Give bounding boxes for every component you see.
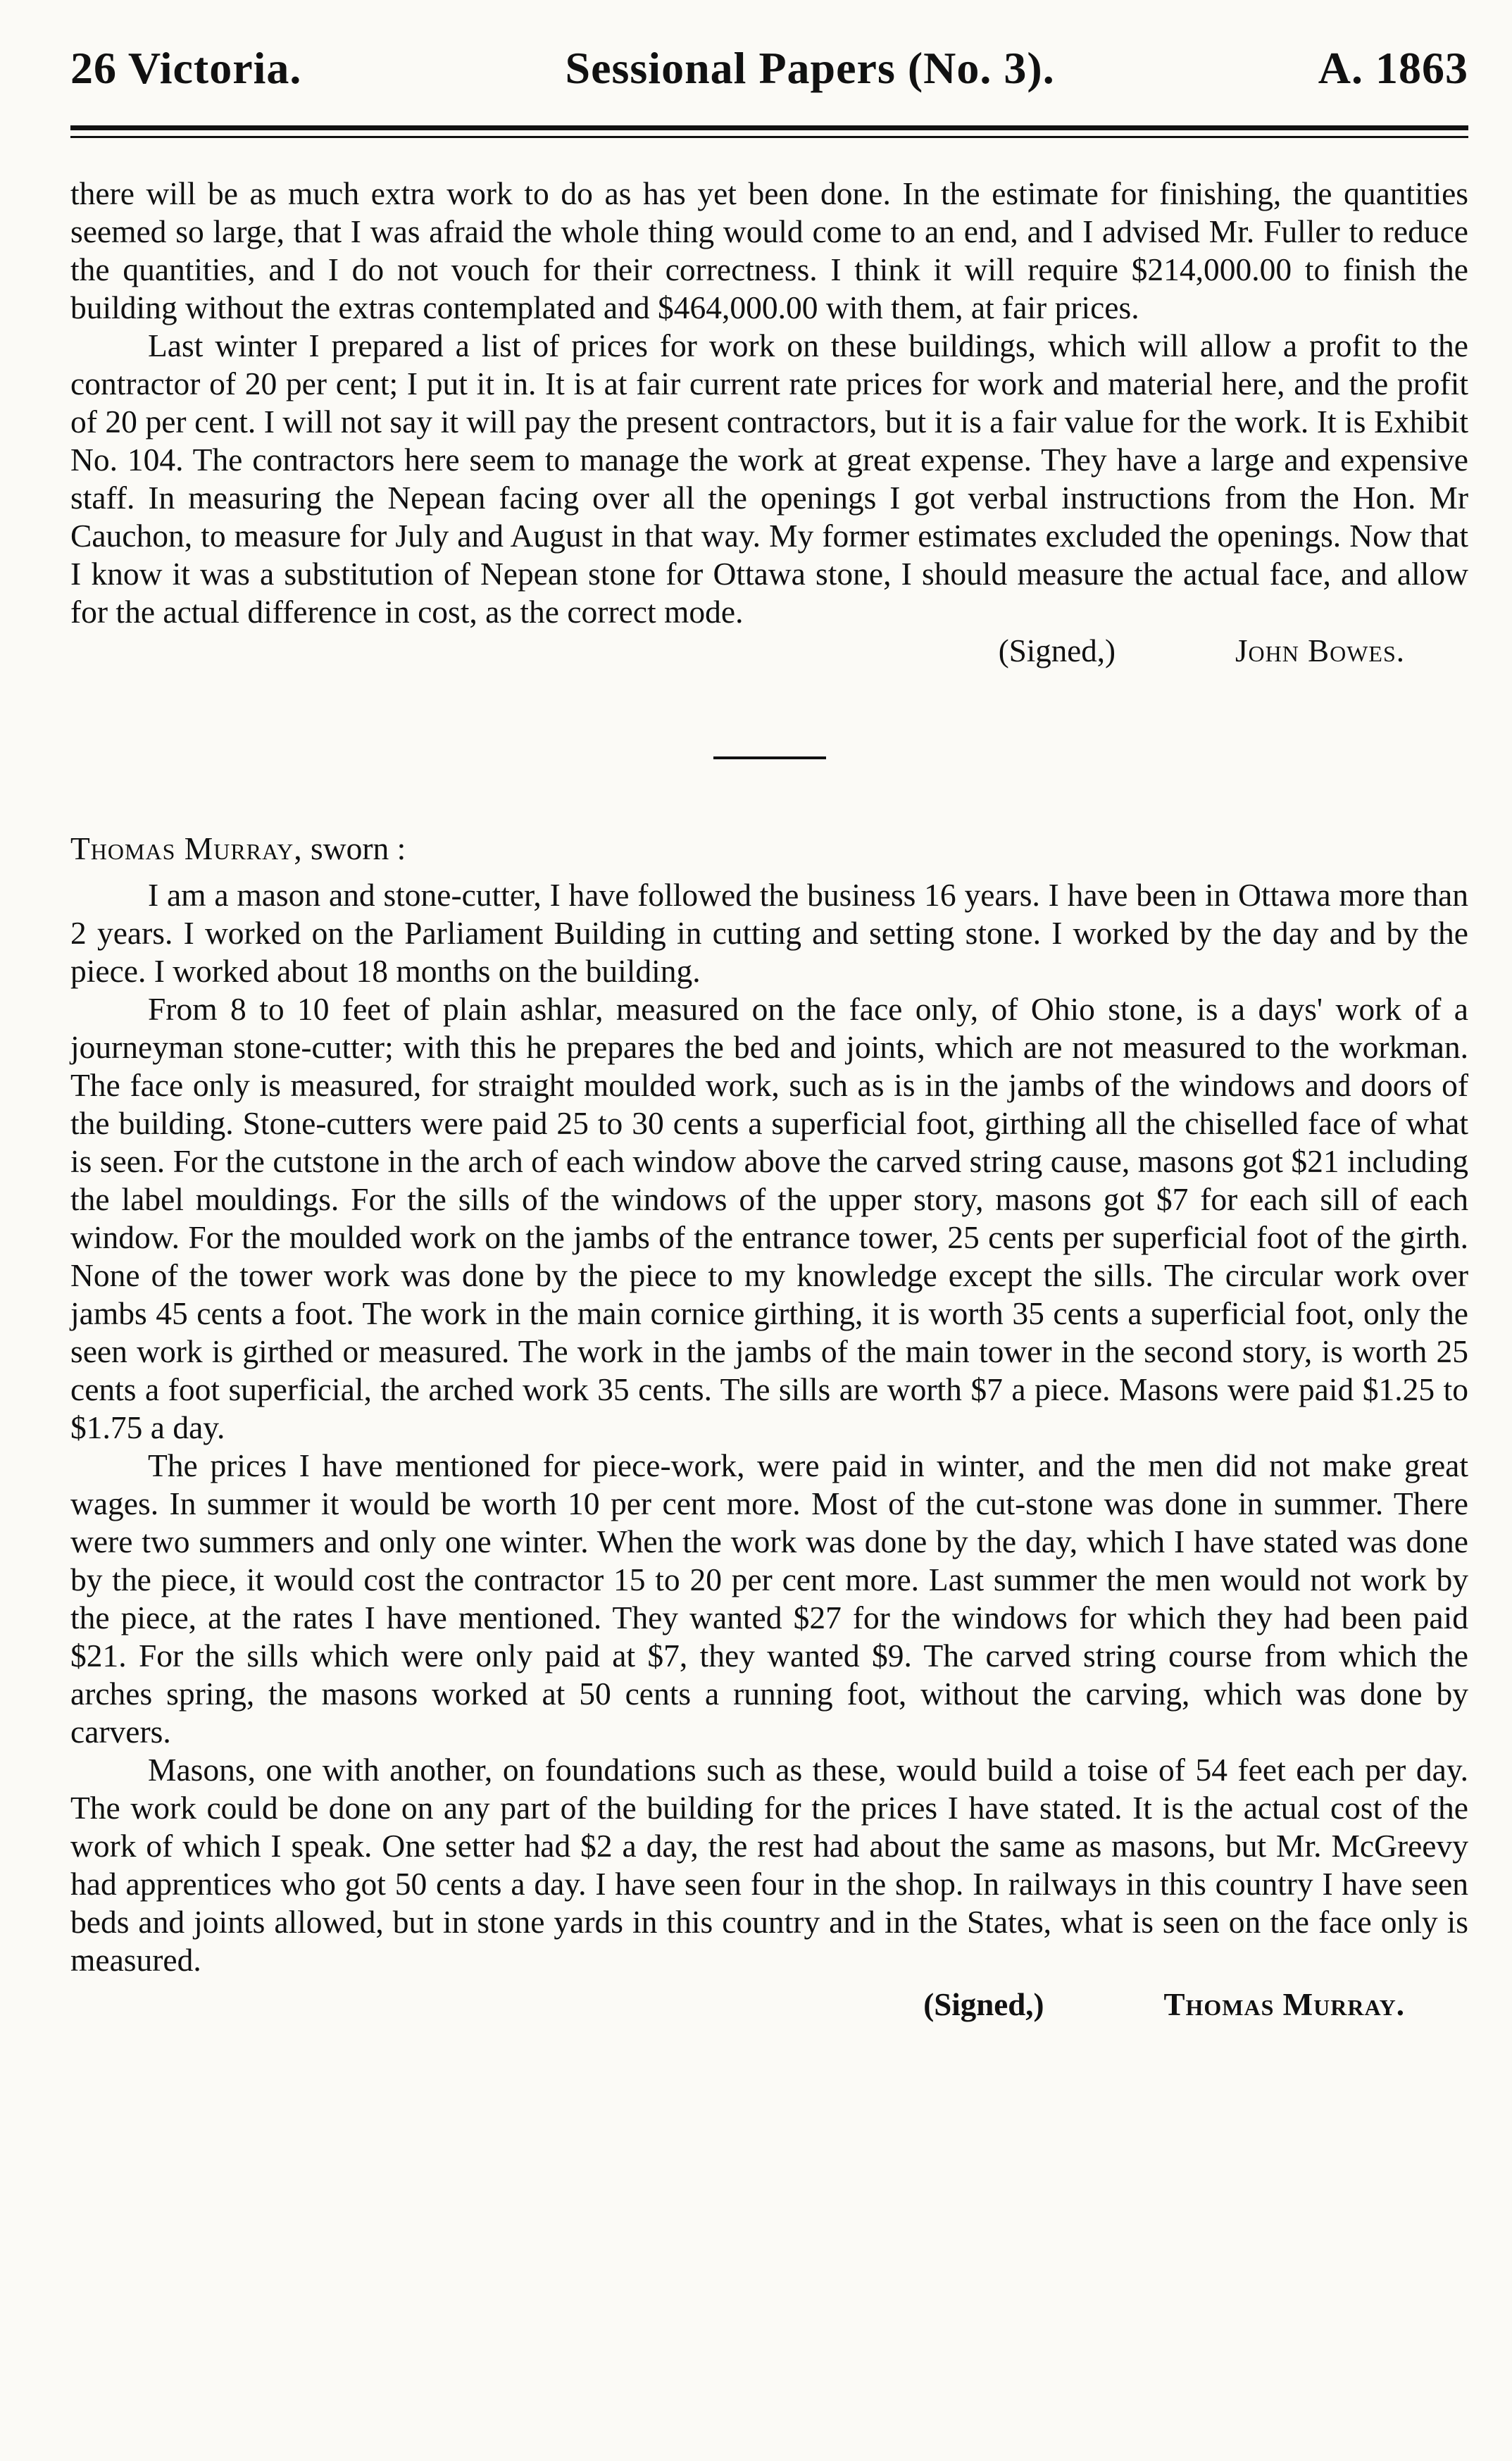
witness-heading — [70, 830, 1468, 868]
signer-name: Thomas Murray. — [1163, 1987, 1405, 2022]
paragraph: Last winter I prepared a list of prices for work on these buildings, which will allow a profit to the contractor of 20 per cent; I put it in. It is at fair current rate prices for work and material here, and the profit of 20 per cent. I will not say it will pay the present contractors, but it is a fair value for the work. It is Exhibit No. 104. The contractors here seem to manage the work at great expense. They have a large and expensive staff. In measuring the Nepean facing over all the openings I got verbal instructions from the Hon. Mr Cauchon, to measure for July and August in that way. My former estimates excluded the openings. Now that I know it was a substitution of Nepean stone for Ottawa stone, I should measure the actual face, and allow for the actual difference in cost, as the correct mode. — [70, 328, 1468, 630]
witness-name: Thomas Murray, — [70, 830, 303, 866]
section-bowes — [70, 175, 1468, 631]
paragraph: I am a mason and stone-cutter, I have followed the business 16 years. I have been in Ottawa more than 2 years. I worked on the Parliament Building in cutting and setting stone. I worked by the day and by the piece. I worked about 18 months on the building. — [70, 877, 1468, 989]
header-title: Sessional Papers (No. 3). — [565, 43, 1055, 93]
paragraph: Masons, one with another, on foundations such as these, would build a toise of 54 feet each per day. The work could be done on any part of the building for the prices I have stated. It is the actual cost of the work of which I speak. One setter had $2 a day, the rest had about the same as masons, but Mr. McGreevy had apprentices who got 50 cents a day. I have seen four in the shop. In railways in this country I have seen beds and joints allowed, but in stone yards in this country and in the States, what is seen on the face only is measured. — [70, 1752, 1468, 1978]
header-year: A. 1863 — [1318, 43, 1468, 93]
paragraph: From 8 to 10 feet of plain ashlar, measured on the face only, of Ohio stone, is a days' work of a journeyman stone-cutter; with this he prepares the bed and joints, which are not measured to the workman. The face only is measured, for straight moulded work, such as is in the jambs of the windows and doors of the building. Stone-cutters were paid 25 to 30 cents a superficial foot, girthing all the chiselled face of what is seen. For the cutstone in the arch of each window above the carved string cause, masons got $21 including the label mouldings. For the sills of the windows of the upper story, masons got $7 for each sill of each window. For the moulded work on the jambs of the entrance tower, 25 cents per superficial foot of the girth. None of the tower work was done by the piece to my knowledge except the sills. The circular work over jambs 45 cents a foot. The work in the main cornice girthing, it is worth 35 cents a superficial foot, only the seen work is girthed or measured. The work in the jambs of the main tower in the second story, is worth 25 cents a foot superficial, the arched work 35 cents. The sills are worth $7 a piece. Masons were paid $1.25 to $1.75 a day. — [70, 991, 1468, 1445]
header-volume: 26 Victoria. — [70, 43, 302, 93]
signature-bowes — [70, 633, 1468, 672]
document-page — [70, 42, 1468, 2026]
signed-label: (Signed,) — [923, 1987, 1044, 2022]
header-rule-thick — [70, 125, 1468, 130]
paragraph: there will be as much extra work to do as has yet been done. In the estimate for finishing, the quantities seemed so large, that I was afraid the whole thing would come to an end, and I advised Mr. Fuller to reduce the quantities, and I do not vouch for their correctness. I think it will require $214,000.00 to finish the building without the extras contemplated and $464,000.00 with them, at fair prices. — [70, 175, 1468, 325]
signer-name: John Bowes. — [1235, 633, 1405, 668]
page-header — [70, 42, 1468, 113]
signed-label: (Signed,) — [998, 633, 1116, 668]
section-divider — [713, 756, 826, 759]
signature-murray — [70, 1986, 1468, 2026]
header-rule-thin — [70, 136, 1468, 138]
witness-sworn: sworn : — [311, 830, 406, 866]
paragraph: The prices I have mentioned for piece-work, were paid in winter, and the men did not make great wages. In summer it would be worth 10 per cent more. Most of the cut-stone was done in summer. There were two summers and only one winter. When the work was done by the day, which I have stated was done by the piece, it would cost the contractor 15 to 20 per cent more. Last summer the men would not work by the piece, at the rates I have mentioned. They wanted $27 for the windows for which they had been paid $21. For the sills which were only paid at $7, they wanted $9. The carved string course from which the arches spring, the masons worked at 50 cents a running foot, without the carving, which was done by carvers. — [70, 1447, 1468, 1750]
section-murray — [70, 876, 1468, 1979]
